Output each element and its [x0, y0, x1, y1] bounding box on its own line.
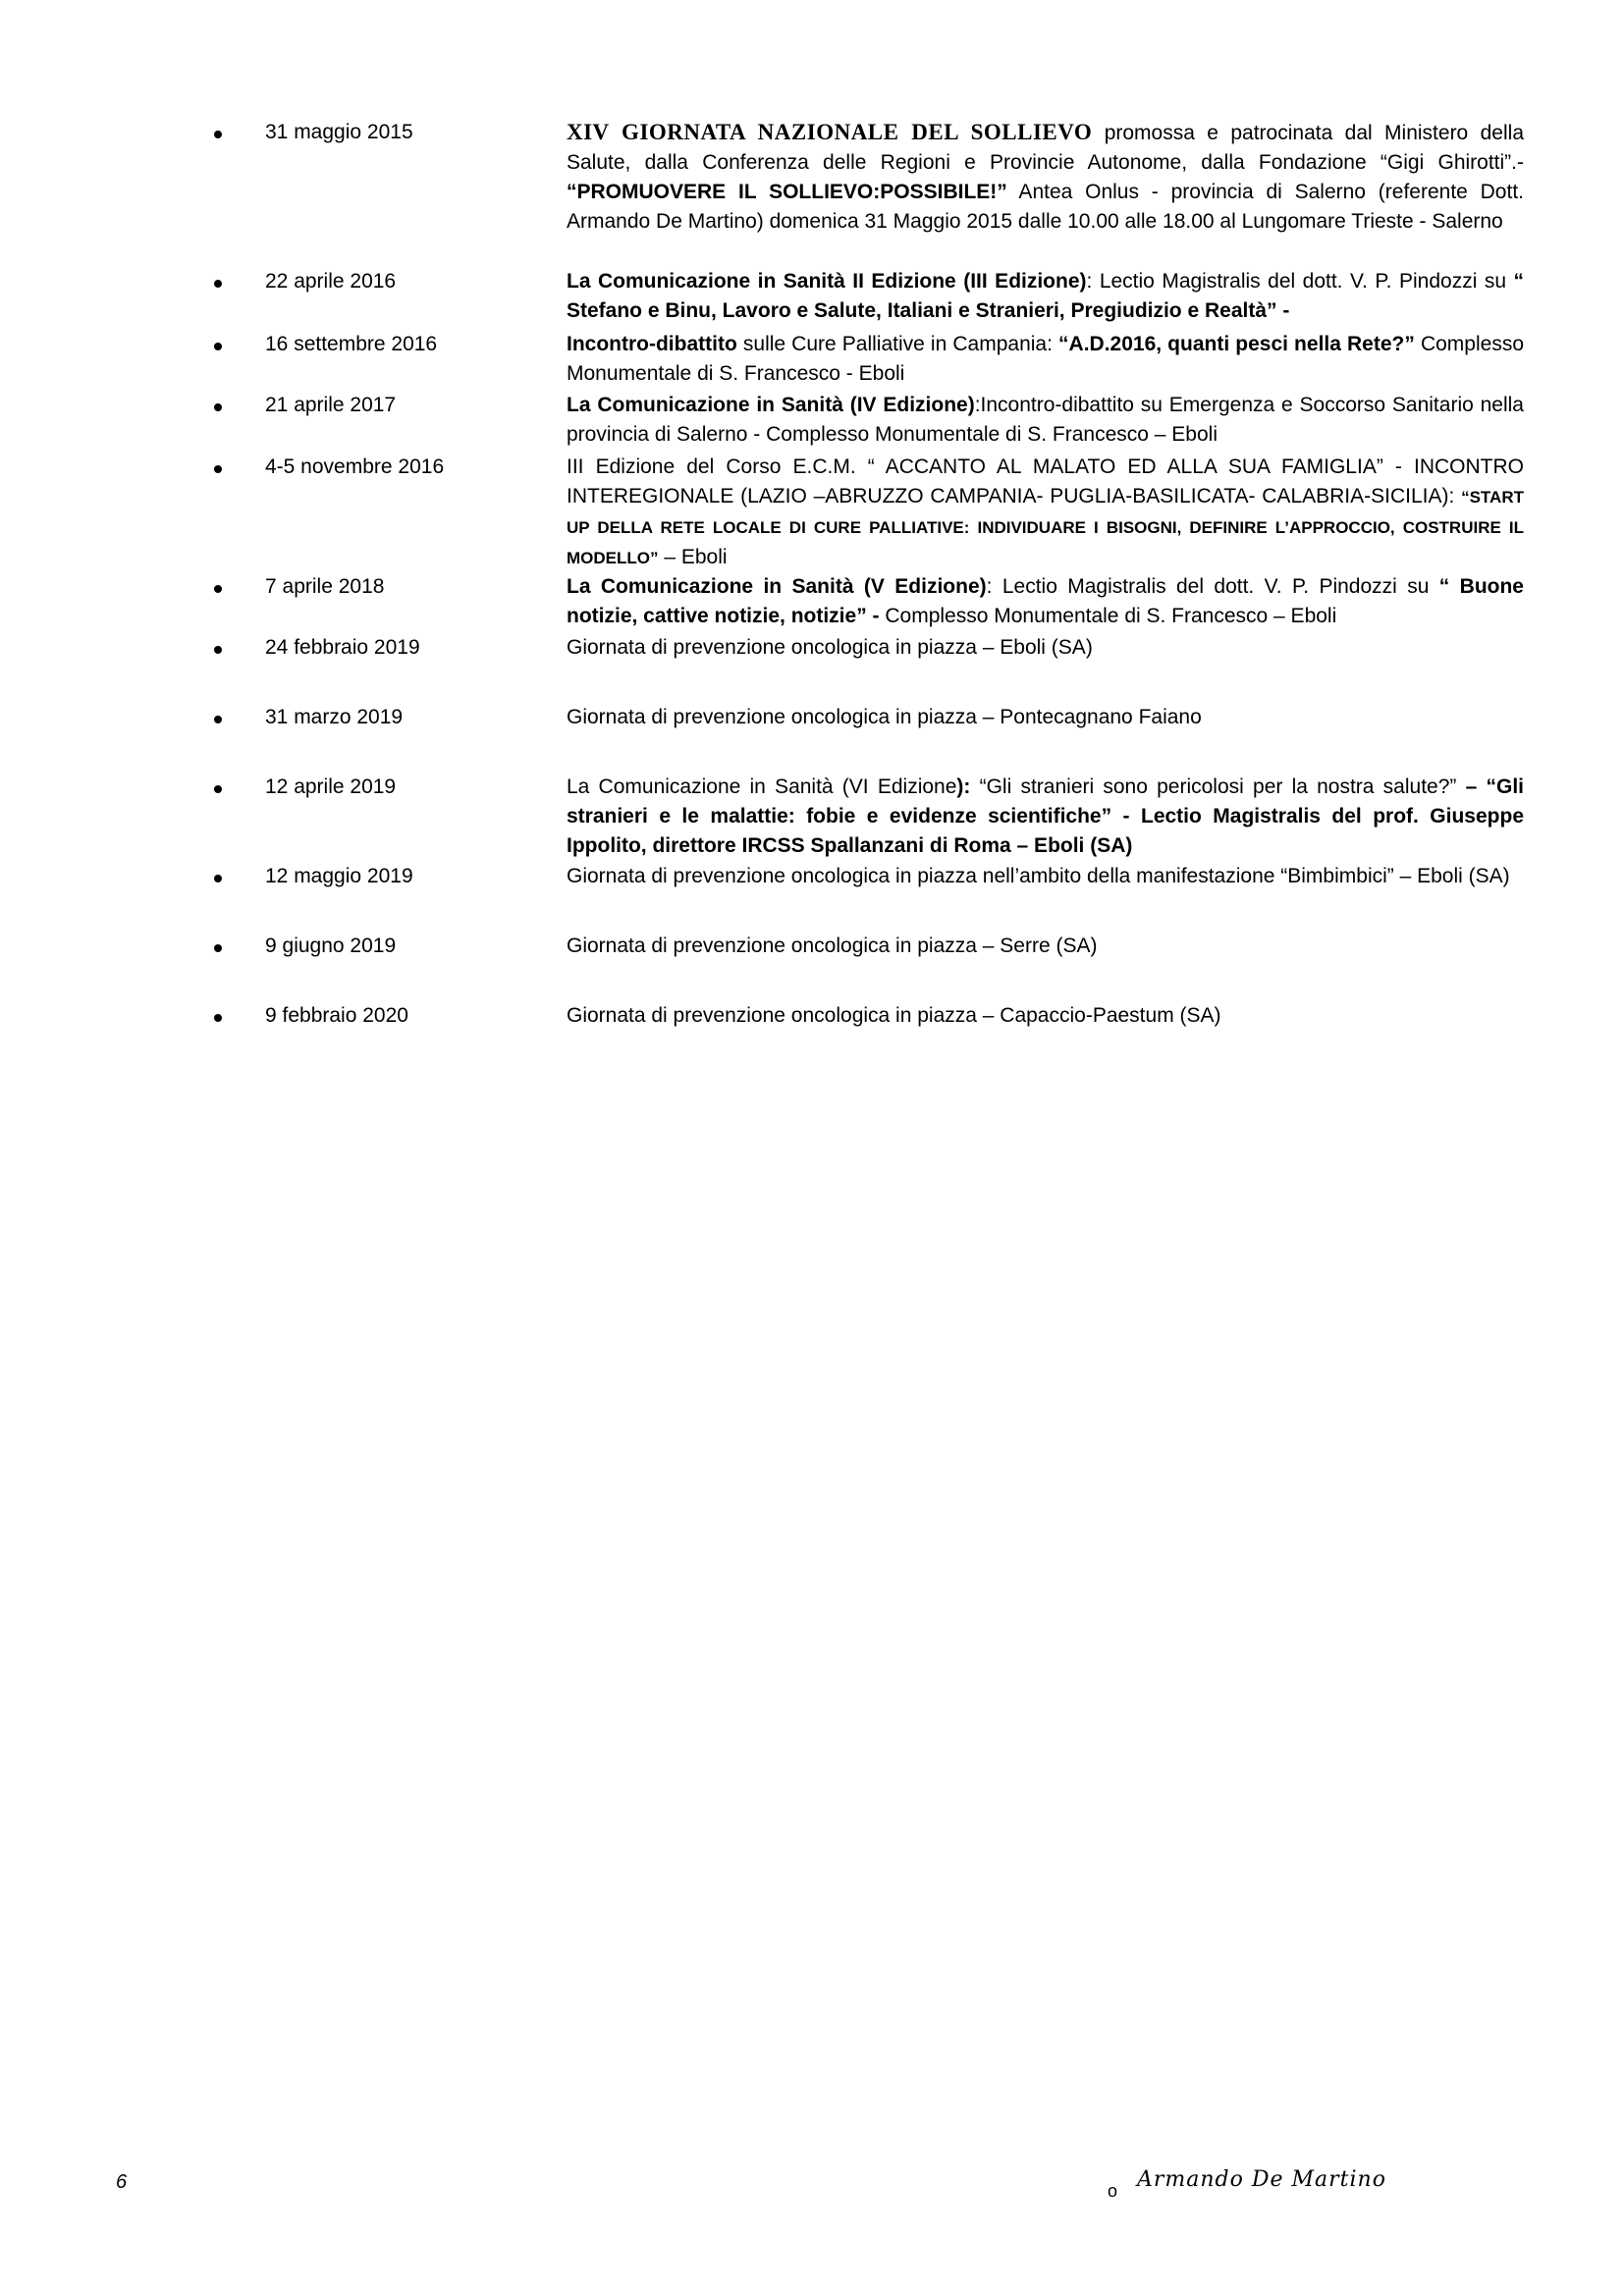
event-description: [567, 572, 1524, 631]
event-text-segment: La Comunicazione in Sanità II Edizione (III Edizione): [567, 270, 1087, 293]
page-number: 6: [116, 2171, 128, 2193]
bullet-icon: [214, 944, 222, 952]
event-date: 7 aprile 2018: [265, 575, 385, 598]
event-text-segment: “START UP DELLA RETE LOCALE DI CURE PALLIATIVE: INDIVIDUARE I BISOGNI, DEFINIRE L’APPROCCIO, COSTRUIRE IL MODELLO”: [567, 488, 1524, 567]
bullet-icon: [214, 785, 222, 793]
event-description: [567, 453, 1524, 573]
event-text-segment: “A.D.2016, quanti pesci nella Rete?”: [1058, 333, 1415, 355]
event-text-segment: : Lectio Magistralis del dott. V. P. Pindozzi su: [986, 575, 1439, 598]
event-description: [567, 267, 1524, 326]
event-text-segment: Complesso Monumentale di S. Francesco – Eboli: [879, 605, 1337, 627]
event-date: 16 settembre 2016: [265, 333, 438, 355]
event-description: [567, 932, 1524, 961]
event-date: 31 maggio 2015: [265, 121, 413, 143]
event-description: [567, 391, 1524, 450]
footer-bullet: o: [1108, 2181, 1118, 2201]
event-date: 9 giugno 2019: [265, 934, 397, 957]
event-description: [567, 703, 1524, 732]
event-text-segment: III Edizione del Corso E.C.M. “ ACCANTO AL MALATO ED ALLA SUA FAMIGLIA” - INCONTRO INTEREGIONALE (LAZIO –ABRUZZO CAMPANIA- PUGLIA-BASILICATA- CALABRIA-SICILIA):: [567, 455, 1524, 507]
event-description: [567, 633, 1524, 663]
event-text-segment: Complesso Monumentale di S. Francesco - Eboli: [567, 333, 1524, 385]
event-text-segment: Incontro-dibattito: [567, 333, 737, 355]
event-text-segment: Antea Onlus - provincia di Salerno (referente Dott. Armando De Martino) domenica 31 Maggio 2015 dalle 10.00 alle 18.00 al Lungomare Trieste - Salerno: [567, 181, 1524, 233]
event-text-segment: “ Buone notizie, cattive notizie, notizie” -: [567, 575, 1524, 627]
event-description: [567, 330, 1524, 389]
event-text-segment: Giornata di prevenzione oncologica in piazza – Serre (SA): [567, 934, 1098, 957]
event-text-segment: Giornata di prevenzione oncologica in piazza – Eboli (SA): [567, 636, 1093, 659]
bullet-icon: [214, 280, 222, 288]
event-text-segment: XIV GIORNATA NAZIONALE DEL SOLLIEVO: [567, 120, 1093, 144]
event-text-segment: La Comunicazione in Sanità (V Edizione): [567, 575, 987, 598]
event-text-segment: promossa e patrocinata dal Ministero della Salute, dalla Conferenza delle Regioni e Provincie Autonome, dalla Fondazione “Gigi Ghirotti”.-: [567, 122, 1524, 174]
event-date: 9 febbraio 2020: [265, 1004, 408, 1027]
bullet-icon: [214, 716, 222, 723]
event-text-segment: :Incontro-dibattito su Emergenza e Soccorso Sanitario nella provincia di Salerno - Complesso Monumentale di S. Francesco – Eboli: [567, 394, 1524, 446]
event-date: 4-5 novembre 2016: [265, 455, 445, 478]
bullet-icon: [214, 585, 222, 593]
event-text-segment: – “Gli stranieri e le malattie: fobie e evidenze scientifiche” - Lectio Magistralis del prof. Giuseppe Ippolito, direttore IRCSS Spallanzani di Roma – Eboli (SA): [567, 775, 1524, 857]
bullet-icon: [214, 343, 222, 350]
event-date: 21 aprile 2017: [265, 394, 397, 416]
event-date: 24 febbraio 2019: [265, 636, 420, 659]
event-text-segment: – Eboli: [658, 546, 728, 568]
event-text-segment: Giornata di prevenzione oncologica in piazza nell’ambito della manifestazione “Bimbimbici” – Eboli (SA): [567, 865, 1510, 887]
author-signature: Armando De Martino: [1137, 2167, 1386, 2192]
event-text-segment: ):: [956, 775, 971, 798]
event-date: 12 maggio 2019: [265, 865, 413, 887]
event-description: [567, 773, 1524, 861]
bullet-icon: [214, 403, 222, 411]
event-date: 12 aprile 2019: [265, 775, 397, 798]
event-text-segment: Giornata di prevenzione oncologica in piazza – Pontecagnano Faiano: [567, 706, 1202, 728]
bullet-icon: [214, 131, 222, 138]
event-text-segment: “PROMUOVERE IL SOLLIEVO:POSSIBILE!”: [567, 181, 1007, 203]
event-description: [567, 1001, 1524, 1031]
bullet-icon: [214, 646, 222, 654]
bullet-icon: [214, 465, 222, 473]
event-text-segment: : Lectio Magistralis del dott. V. P. Pindozzi su: [1086, 270, 1514, 293]
event-text-segment: La Comunicazione in Sanità (IV Edizione): [567, 394, 975, 416]
event-text-segment: sulle Cure Palliative in Campania:: [736, 333, 1059, 355]
event-text-segment: “Gli stranieri sono pericolosi per la nostra salute?”: [970, 775, 1466, 798]
event-text-segment: La Comunicazione in Sanità (VI Edizione: [567, 775, 957, 798]
event-description: [567, 118, 1524, 237]
event-text-segment: “ Stefano e Binu, Lavoro e Salute, Italiani e Stranieri, Pregiudizio e Realtà” -: [567, 270, 1524, 322]
bullet-icon: [214, 875, 222, 882]
event-date: 31 marzo 2019: [265, 706, 404, 728]
event-date: 22 aprile 2016: [265, 270, 397, 293]
event-description: [567, 862, 1524, 891]
event-text-segment: Giornata di prevenzione oncologica in piazza – Capaccio-Paestum (SA): [567, 1004, 1221, 1027]
bullet-icon: [214, 1014, 222, 1022]
